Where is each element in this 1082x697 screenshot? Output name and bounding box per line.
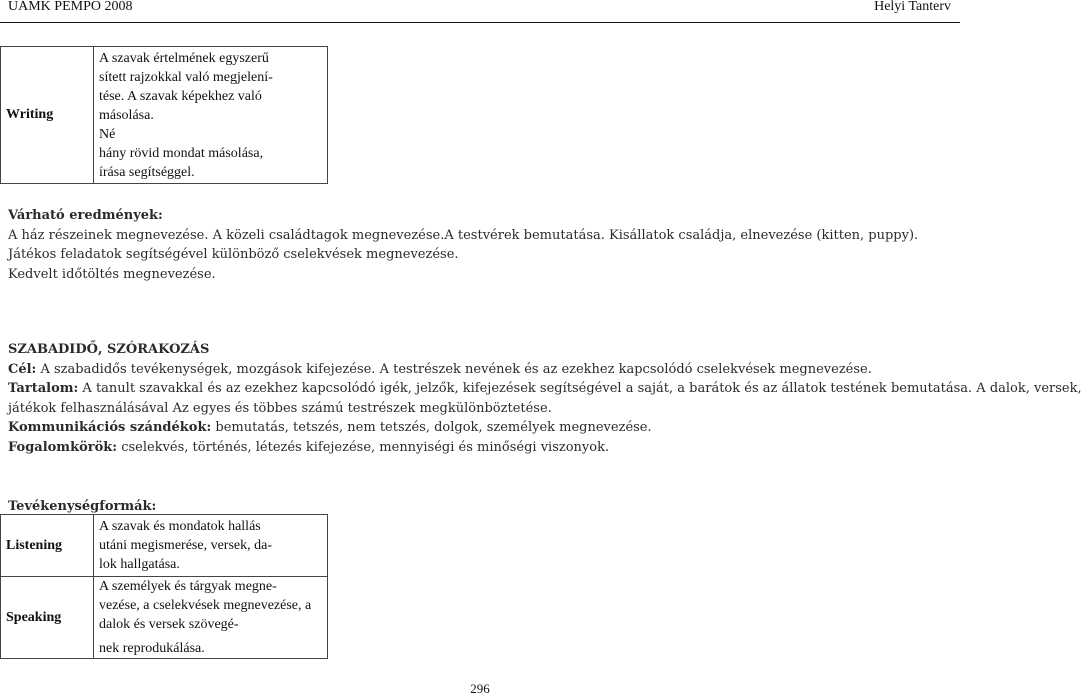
writing-table [0, 46, 328, 184]
speaking-line: nek reprodukálása. [99, 641, 205, 656]
table-row [1, 515, 328, 577]
topic-concepts-label: Fogalomkörök: [8, 439, 118, 455]
listening-line: A szavak és mondatok hallás [99, 519, 261, 534]
listening-description [94, 515, 328, 577]
writing-line: Né [99, 126, 116, 142]
header-document-title: ÚÁMK PEMPO 2008 [8, 0, 133, 14]
topic-content-text: A tanult szavakkal és az ezekhez kapcsolódó igék, jelzők, kifejezések segítségével a saját, a barátok és az állatok testének bemutatása. A dalok, versek, [78, 381, 1082, 396]
speaking-line: A személyek és tárgyak megne- [99, 579, 277, 594]
header-rule [0, 22, 960, 23]
writing-description [94, 47, 328, 184]
speaking-description [94, 577, 328, 659]
listening-line: lok hallgatása. [99, 557, 180, 572]
writing-line: másolása. [99, 107, 154, 123]
speaking-line: vezése, a cselekvések megnevezése, a [99, 598, 312, 613]
activities-heading: Tevékenységformák: [8, 499, 157, 514]
topic-section [8, 340, 1082, 457]
activities-table [0, 514, 328, 659]
expected-results [8, 206, 918, 284]
table-row [1, 577, 328, 659]
expected-results-heading: Várható eredmények: [8, 208, 163, 223]
topic-communication-label: Kommunikációs szándékok: [8, 420, 212, 435]
topic-content-label: Tartalom: [8, 381, 79, 396]
expected-results-line: Játékos feladatok segítségével különböző cselekvések megnevezése. [8, 247, 459, 262]
topic-concepts-text: cselekvés, történés, létezés kifejezése, mennyiségi és minőségi viszonyok. [117, 439, 610, 455]
topic-concepts [8, 438, 1082, 458]
topic-title: SZABADIDŐ, SZÓRAKOZÁS [8, 342, 210, 357]
writing-line: írása segítséggel. [99, 164, 195, 180]
topic-goal-label: Cél: [8, 361, 37, 377]
topic-goal [8, 360, 1082, 380]
writing-line: hány rövid mondat másolása, [99, 145, 264, 161]
speaking-label: Speaking [1, 577, 94, 659]
expected-results-line: A ház részeinek megnevezése. A közeli családtagok megnevezése.A testvérek bemutatása. Kisállatok családja, elnevezése (kitten, puppy). [8, 227, 919, 243]
page-header [0, 0, 960, 14]
table-row [1, 47, 328, 184]
writing-line: A szavak értelmének egyszerű [99, 50, 269, 66]
topic-communication-text: bemutatás, tetszés, nem tetszés, dolgok, személyek megnevezése. [211, 420, 652, 435]
header-section-title: Helyi Tanterv [874, 0, 951, 14]
writing-line: sített rajzokkal való megjelení- [99, 69, 273, 85]
topic-content [8, 379, 1082, 399]
listening-line: utáni megismerése, versek, da- [99, 538, 272, 553]
expected-results-line: Kedvelt időtöltés megnevezése. [8, 266, 216, 282]
topic-goal-text: A szabadidős tevékenységek, mozgások kifejezése. A testrészek nevének és az ezekhez kapcsolódó cselekvések megnevezése. [36, 361, 872, 377]
topic-content-continued: játékok felhasználásával Az egyes és többes számú testrészek megkülönböztetése. [8, 400, 552, 416]
speaking-line: dalok és versek szövegé- [99, 617, 239, 632]
page-number: 296 [470, 681, 490, 696]
topic-communication [8, 418, 1082, 438]
writing-line: tése. A szavak képekhez való [99, 88, 262, 104]
listening-label: Listening [1, 515, 94, 577]
writing-label: Writing [1, 47, 94, 184]
